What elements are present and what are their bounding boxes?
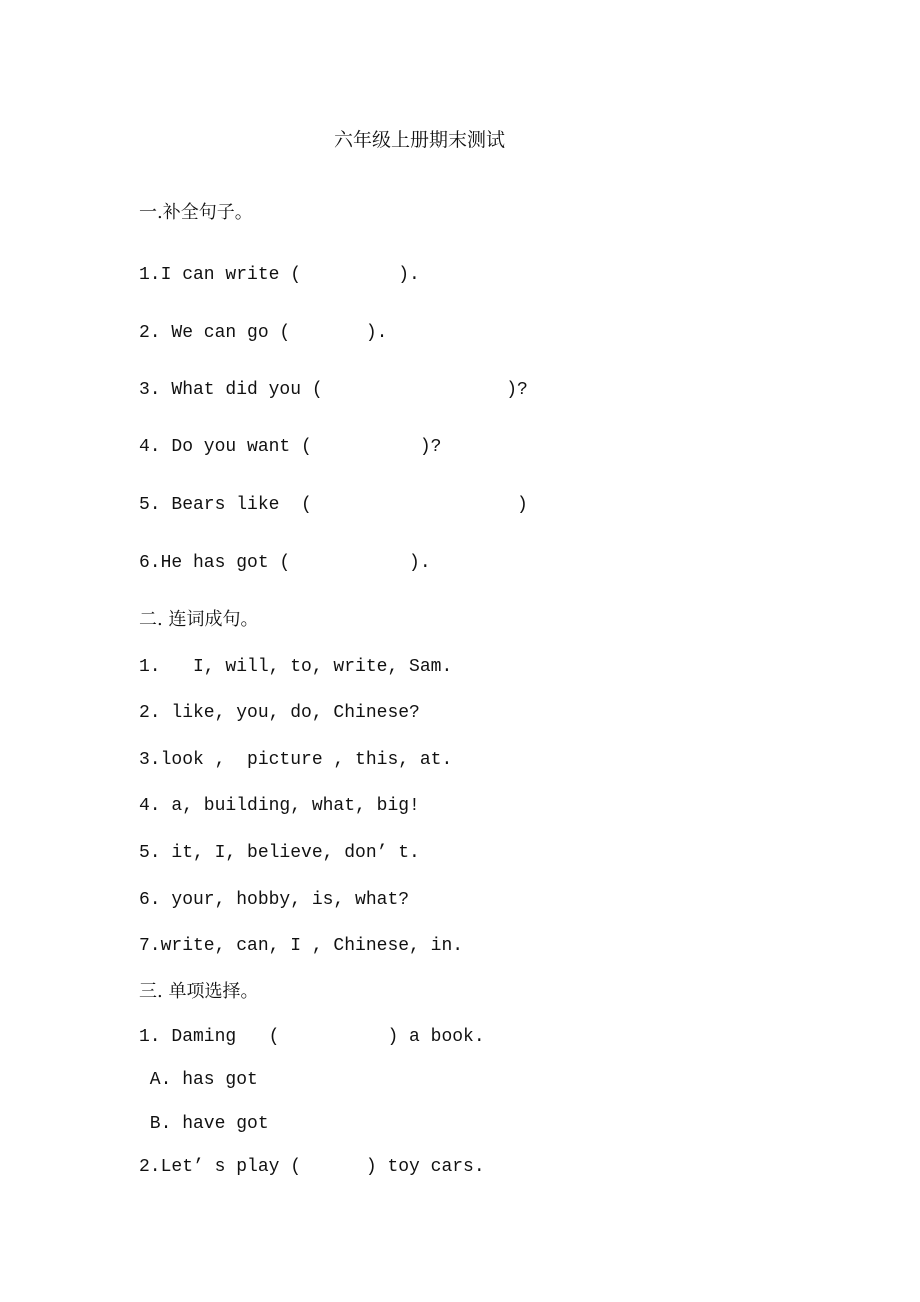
section-heading: 二. 连词成句。 — [139, 609, 259, 630]
option-item: B. have got — [139, 1114, 269, 1134]
list-item: 2.Let’ s play ( ) toy cars. — [139, 1157, 485, 1177]
option-item: A. has got — [139, 1070, 258, 1090]
list-item: 6. your, hobby, is, what? — [139, 890, 410, 910]
list-item: 4. Do you want ( )? — [139, 437, 442, 457]
list-item: 5. Bears like ( ) — [139, 495, 528, 515]
list-item: 1.I can write ( ). — [139, 265, 420, 285]
list-item: 3. What did you ( )? — [139, 380, 528, 400]
list-item: 6.He has got ( ). — [139, 553, 431, 573]
list-item: 2. like, you, do, Chinese? — [139, 703, 420, 723]
list-item: 3.look , picture , this, at. — [139, 750, 453, 770]
page-title: 六年级上册期末测试 — [334, 129, 506, 151]
list-item: 2. We can go ( ). — [139, 323, 388, 343]
list-item: 1. Daming ( ) a book. — [139, 1027, 485, 1047]
section-heading: 三. 单项选择。 — [139, 981, 259, 1002]
section-heading: 一.补全句子。 — [139, 202, 253, 223]
list-item: 7.write, can, I , Chinese, in. — [139, 936, 464, 956]
list-item: 1. I, will, to, write, Sam. — [139, 657, 453, 677]
list-item: 5. it, I, believe, don’ t. — [139, 843, 420, 863]
list-item: 4. a, building, what, big! — [139, 796, 420, 816]
